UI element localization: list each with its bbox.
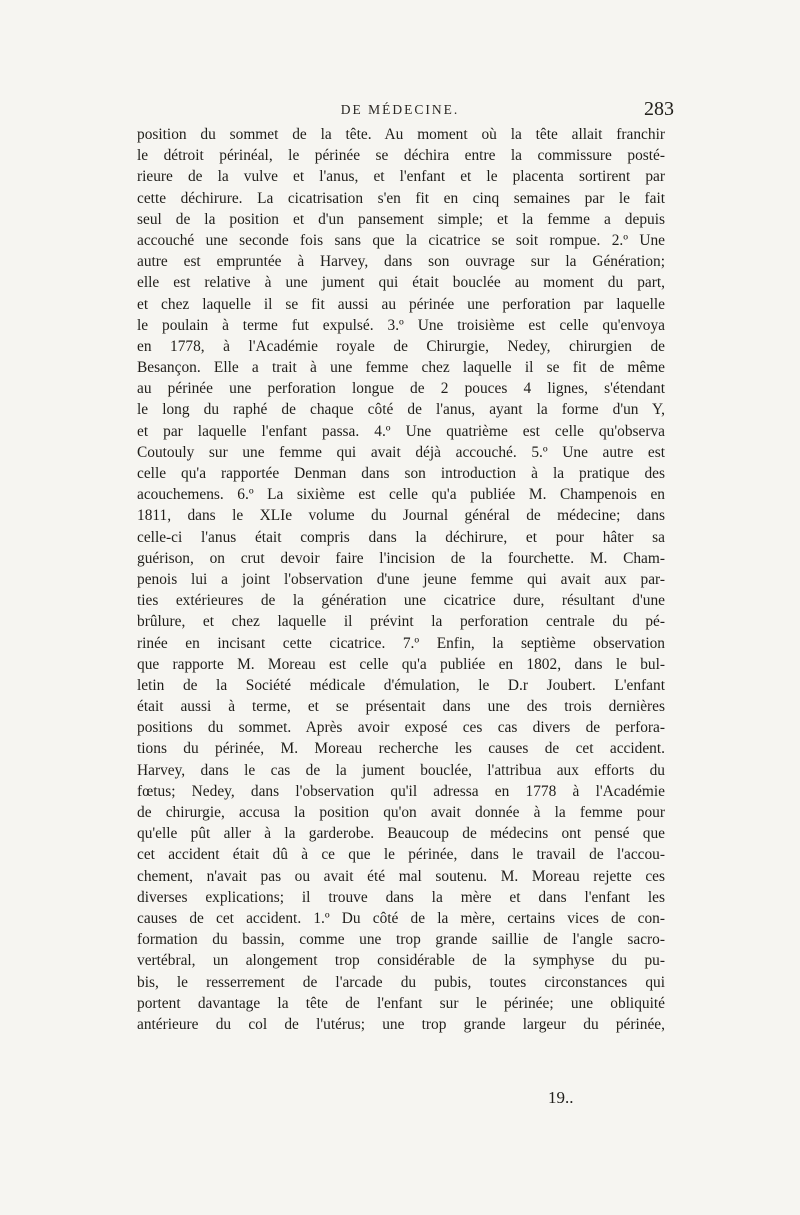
text-line: le poulain à terme fut expulsé. 3.º Une troisième est celle qu'envoya [137,316,665,334]
text-line: Harvey, dans le cas de la jument bouclée, l'attribua aux efforts du [137,761,665,779]
text-line: en 1778, à l'Académie royale de Chirurgie, Nedey, chirurgien de [137,337,665,355]
text-line: qu'elle pût aller à la garderobe. Beaucoup de médecins ont pensé que [137,825,665,843]
text-line: formation du bassin, comme une trop grande saillie de l'angle sacro- [137,931,665,949]
body-text [137,124,665,1035]
text-line: rieure de la vulve et l'anus, et l'enfant et le placenta sortirent par [137,168,665,186]
text-line: et chez laquelle il se fit aussi au périnée une perforation par laquelle [137,295,665,313]
text-line: Besançon. Elle a trait à une femme chez laquelle il se fit de même [137,359,665,377]
text-line: positions du sommet. Après avoir exposé ces cas divers de perfora- [137,719,665,737]
text-line: diverses explications; il trouve dans la mère et dans l'enfant les [137,888,665,906]
text-line: penois lui a joint l'observation d'une jeune femme qui avait aux par- [137,570,665,588]
text-line: le détroit périnéal, le périnée se déchira entre la commissure posté- [137,147,665,165]
text-line: accouché une seconde fois sans que la cicatrice se soit rompue. 2.º Une [137,231,665,249]
text-line: celle-ci l'anus était compris dans la déchirure, et pour hâter sa [137,528,665,546]
text-line: le long du raphé de chaque côté de l'anus, ayant la forme d'un Y, [137,401,665,419]
text-line: tions du périnée, M. Moreau recherche les causes de cet accident. [137,740,665,758]
text-line: de chirurgie, accusa la position qu'on avait donnée à la femme pour [137,804,665,821]
text-line: 1811, dans le XLIe volume du Journal général de médecine; dans [137,507,665,525]
text-line: Coutouly sur une femme qui avait déjà accouché. 5.º Une autre est [137,443,665,461]
text-line: celle qu'a rapportée Denman dans son introduction à la pratique des [137,465,665,482]
text-line: causes de cet accident. 1.º Du côté de la mère, certains vices de con- [137,909,665,927]
signature-mark: 19.. [548,1088,574,1107]
text-line: seul de la position et d'un pansement simple; et la femme a depuis [137,210,665,228]
text-line: était aussi à terme, et se présentait dans une des trois dernières [137,698,665,716]
text-line: elle est relative à une jument qui était bouclée au moment du part, [137,274,665,292]
text-line: brûlure, et chez laquelle il prévint la perforation centrale du pé- [137,613,665,631]
text-line: cette déchirure. La cicatrisation s'en fit en cinq semaines par le fait [137,189,665,207]
text-line: vertébral, un alongement trop considérable de la symphyse du pu- [137,952,665,970]
text-line: rinée en incisant cette cicatrice. 7.º Enfin, la septième observation [137,634,665,652]
text-line: position du sommet de la tête. Au moment où la tête allait franchir [137,126,665,143]
text-line: acouchemens. 6.º La sixième est celle qu'a publiée M. Champenois en [137,486,665,504]
text-line: antérieure du col de l'utérus; une trop grande largeur du périnée, [137,1015,665,1033]
text-line: portent davantage la tête de l'enfant sur le périnée; une obliquité [137,994,665,1012]
text-line: que rapporte M. Moreau est celle qu'a publiée en 1802, dans le bul- [137,655,665,673]
text-line: guérison, on crut devoir faire l'incision de la fourchette. M. Cham- [137,549,665,567]
text-line: ties extérieures de la génération une cicatrice dure, résultant d'une [137,592,665,610]
running-title: DE MÉDECINE. [340,102,460,117]
page-number: 283 [644,98,674,120]
text-line: chement, n'avait pas ou avait été mal soutenu. M. Moreau rejette ces [137,867,665,885]
text-line: autre est empruntée à Harvey, dans son ouvrage sur la Génération; [137,253,665,271]
text-line: fœtus; Nedey, dans l'observation qu'il adressa en 1778 à l'Académie [137,782,665,800]
text-line: et par laquelle l'enfant passa. 4.º Une quatrième est celle qu'observa [137,422,665,440]
text-line: cet accident était dû à ce que le périnée, dans le travail de l'accou- [137,846,665,864]
text-line: au périnée une perforation longue de 2 pouces 4 lignes, s'étendant [137,380,665,398]
text-line: bis, le resserrement de l'arcade du pubis, toutes circonstances qui [137,973,665,991]
text-line: letin de la Société médicale d'émulation, le D.r Joubert. L'enfant [137,676,665,694]
